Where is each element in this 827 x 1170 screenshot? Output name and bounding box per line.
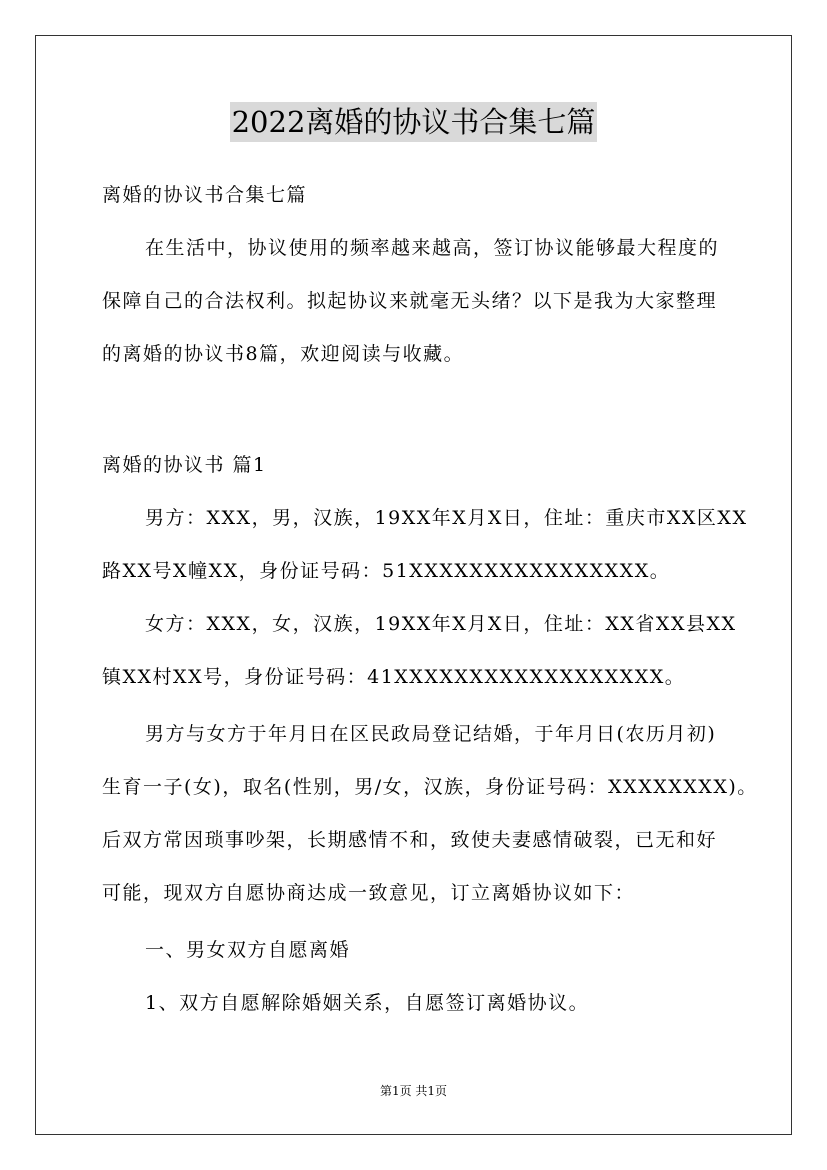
husband-line-1: 男方：XXX，男，汉族，19XX年X月X日，住址：重庆市XX区XX [145, 507, 748, 529]
intro-line-1: 在生活中，协议使用的频率越来越高，签订协议能够最大程度的 [145, 237, 720, 259]
clause-heading: 一、男女双方自愿离婚 [145, 939, 351, 961]
page-footer: 第1页 共1页 [379, 1084, 448, 1098]
husband-line-2: 路XX号X幢XX，身份证号码：51XXXXXXXXXXXXXXXX。 [102, 560, 671, 582]
title-container [0, 102, 827, 142]
document-title: 2022离婚的协议书合集七篇 [230, 102, 598, 142]
section-heading: 离婚的协议书 篇1 [102, 454, 267, 476]
wife-line-1: 女方：XXX，女，汉族，19XX年X月X日，住址：XX省XX县XX [145, 613, 737, 635]
clause-item-1: 1、双方自愿解除婚姻关系，自愿签订离婚协议。 [145, 992, 590, 1014]
intro-line-2: 保障自己的合法权利。拟起协议来就毫无头绪？以下是我为大家整理 [102, 290, 718, 312]
body-line-4: 可能，现双方自愿协商达成一致意见，订立离婚协议如下： [102, 882, 636, 904]
body-line-2: 生育一子(女)，取名(性别，男/女，汉族，身份证号码：XXXXXXXX)。 [102, 776, 758, 798]
document-subtitle: 离婚的协议书合集七篇 [102, 184, 308, 206]
intro-line-3: 的离婚的协议书8篇，欢迎阅读与收藏。 [102, 343, 465, 365]
body-line-3: 后双方常因琐事吵架，长期感情不和，致使夫妻感情破裂，已无和好 [102, 829, 718, 851]
body-line-1: 男方与女方于年月日在区民政局登记结婚，于年月日(农历月初) [145, 723, 717, 745]
wife-line-2: 镇XX村XX号，身份证号码：41XXXXXXXXXXXXXXXXXX。 [102, 666, 686, 688]
